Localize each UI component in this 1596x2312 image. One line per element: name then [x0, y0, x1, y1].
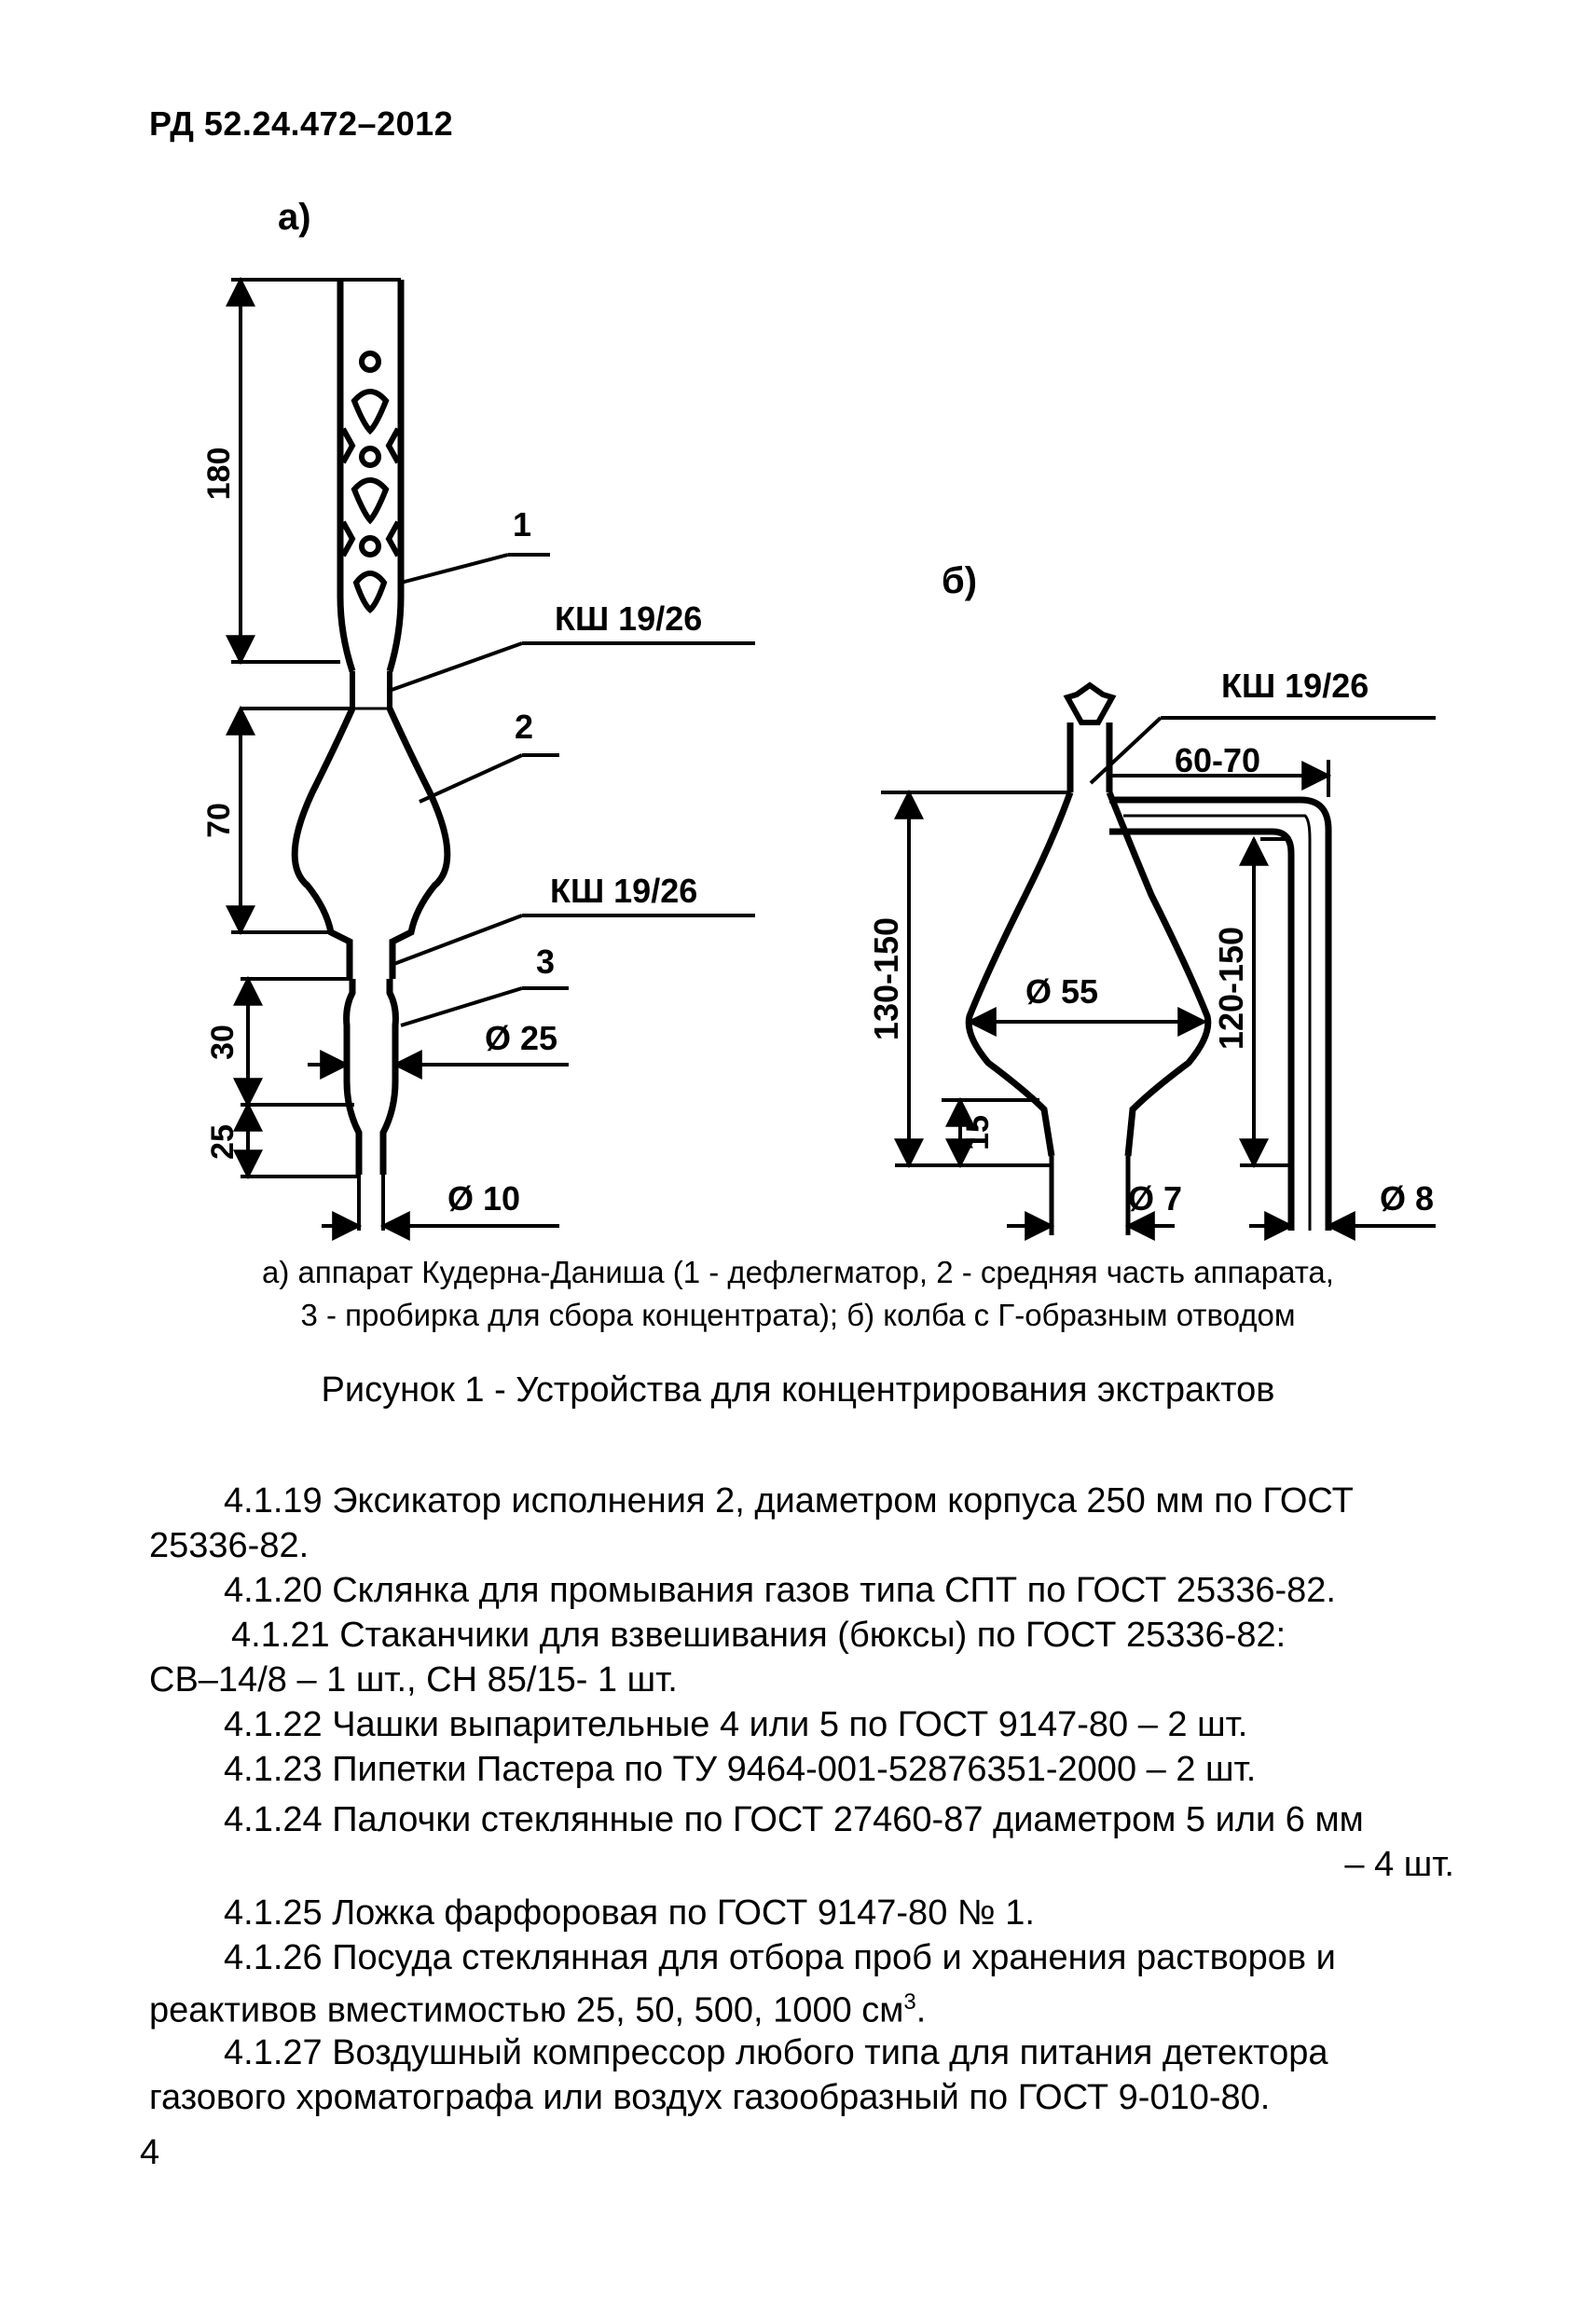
document-code-header: РД 52.24.472–2012	[149, 104, 454, 143]
diameter-7-label: Ø 7	[1128, 1179, 1183, 1218]
cubic-superscript: 3	[903, 1989, 916, 2015]
item-4-1-21-line1: 4.1.21 Стаканчики для взвешивания (бюксы) по ГОСТ 25336-82:	[231, 1616, 1286, 1655]
column-bulbs	[343, 353, 398, 610]
caption-line-2: 3 - пробирка для сбора концентрата); б) колба с Г-образным отводом	[300, 1298, 1296, 1332]
item-4-1-26-line1: 4.1.26 Посуда стеклянная для отбора проб и хранения растворов и	[224, 1938, 1336, 1977]
panel-b-label: б)	[942, 560, 978, 601]
item-4-1-25: 4.1.25 Ложка фарфоровая по ГОСТ 9147-80 № 1.	[224, 1893, 1035, 1933]
item-4-1-22: 4.1.22 Чашки выпарительные 4 или 5 по ГОСТ 9147-80 – 2 шт.	[224, 1705, 1248, 1744]
upper-joint	[352, 671, 390, 709]
figure-title: Рисунок 1 - Устройства для концентрирования экстрактов	[321, 1370, 1275, 1410]
dim-120-150: 120-150	[1212, 926, 1250, 1051]
diameter-55-label: Ø 55	[1025, 972, 1099, 1011]
item-4-1-19-line1: 4.1.19 Эксикатор исполнения 2, диаметром корпуса 250 мм по ГОСТ	[224, 1481, 1354, 1521]
dim-25: 25	[205, 1124, 241, 1160]
dim-130-150: 130-150	[867, 916, 905, 1041]
diameter-10-label: Ø 10	[447, 1179, 521, 1218]
panel-a-label: а)	[278, 197, 311, 238]
page-number: 4	[140, 2133, 160, 2172]
joint-label-lower: КШ 19/26	[550, 872, 698, 910]
callout-1: 1	[513, 505, 532, 544]
leader-lines-b	[1091, 718, 1436, 783]
diameter-8-label: Ø 8	[1380, 1179, 1435, 1218]
middle-bulb	[295, 709, 447, 979]
item-4-1-26-period: .	[915, 1990, 927, 2030]
dim-180: 180	[201, 447, 237, 501]
flask-outlet	[1052, 1156, 1128, 1235]
item-4-1-20: 4.1.20 Склянка для промывания газов типа СПТ по ГОСТ 25336-82.	[224, 1571, 1336, 1610]
dim-60-70: 60-70	[1175, 741, 1261, 779]
callout-3: 3	[536, 943, 556, 981]
tube-tip	[359, 1175, 383, 1231]
item-4-1-24-line1: 4.1.24 Палочки стеклянные по ГОСТ 27460-87 диаметром 5 или 6 мм	[224, 1800, 1364, 1839]
dim-30: 30	[205, 1025, 241, 1060]
joint-label-upper: КШ 19/26	[555, 599, 703, 638]
receiver-tube	[347, 979, 396, 1175]
item-4-1-19-line2: 25336-82.	[149, 1526, 310, 1565]
item-4-1-27-line1: 4.1.27 Воздушный компрессор любого типа для питания детектора	[224, 2033, 1328, 2072]
item-4-1-23: 4.1.23 Пипетки Пастера по ТУ 9464-001-52876351-2000 – 2 шт.	[224, 1750, 1257, 1789]
item-4-1-26-line2	[149, 1980, 1454, 2033]
figure-caption	[140, 1251, 1456, 1337]
item-4-1-21-line2: СВ–14/8 – 1 шт., СН 85/15- 1 шт.	[149, 1660, 678, 1700]
flask-stopper	[1067, 685, 1112, 722]
caption-line-1: а) аппарат Кудерна-Даниша (1 - дефлегматор, 2 - средняя часть аппарата,	[262, 1255, 1334, 1289]
item-4-1-26-text: реактивов вместимостью 25, 50, 500, 1000 см	[149, 1990, 904, 2030]
joint-label-b: КШ 19/26	[1221, 667, 1369, 705]
dim-70: 70	[201, 803, 237, 838]
callout-2: 2	[515, 708, 534, 746]
item-4-1-27-line2: газового хроматографа или воздух газообразный по ГОСТ 9-010-80.	[149, 2078, 1271, 2117]
item-4-1-24-line2: – 4 шт.	[1344, 1845, 1454, 1884]
diameter-25-label: Ø 25	[485, 1019, 558, 1057]
dim-15: 15	[960, 1115, 996, 1150]
